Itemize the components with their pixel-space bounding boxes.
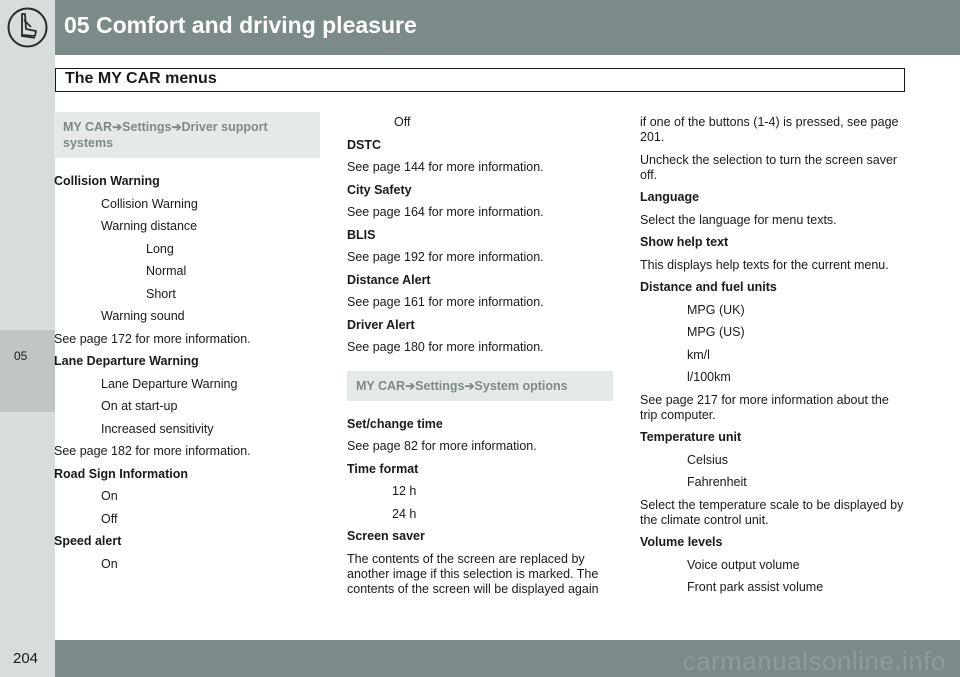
column-3: [640, 115, 906, 603]
heading: Language: [640, 190, 700, 204]
heading: Set/change time: [347, 416, 443, 431]
menu-option: MPG (US): [687, 325, 745, 339]
column-2: [347, 115, 613, 604]
right-arrow-icon: ➔: [405, 378, 416, 393]
page-reference: See page 82 for more information.: [347, 439, 537, 453]
heading: Time format: [347, 461, 419, 476]
section-title: The MY CAR menus: [65, 70, 217, 87]
heading: Driver Alert: [347, 317, 415, 332]
paragraph: This displays help texts for the current menu.: [640, 257, 889, 272]
menu-option: Warning distance: [101, 219, 198, 233]
menu-option: Off: [394, 115, 411, 129]
heading: Distance and fuel units: [640, 280, 777, 294]
menu-option: 24 h: [392, 506, 417, 521]
heading: Lane Departure Warning: [54, 354, 199, 368]
heading: DSTC: [347, 137, 382, 152]
menu-path-box: [54, 112, 320, 158]
section-title-bar: [55, 68, 905, 92]
sub-option: Short: [146, 286, 176, 301]
paragraph: The contents of the screen are replaced by another image if this selection is marked. The contents of the screen will be displayed again: [347, 551, 599, 596]
menu-option: Collision Warning: [101, 196, 198, 211]
menu-option: l/100km: [687, 370, 731, 384]
page-reference: See page 217 for more information about the trip computer.: [640, 392, 889, 422]
page-reference: See page 192 for more information.: [347, 250, 544, 264]
page-number: 204: [13, 650, 39, 667]
paragraph: Uncheck the selection to turn the screen saver off.: [640, 152, 898, 182]
side-tab-label: 05: [14, 349, 28, 363]
menu-option: Celsius: [687, 452, 728, 467]
paragraph: if one of the buttons (1-4) is pressed, see page 201.: [640, 115, 899, 144]
watermark: carmanualsonline.info: [682, 646, 946, 676]
menu-option: On: [101, 489, 118, 503]
menu-path-part: Settings: [415, 378, 465, 393]
page-reference: See page 180 for more information.: [347, 340, 544, 354]
menu-option: Voice output volume: [687, 557, 800, 572]
chapter-title: 05 Comfort and driving pleasure: [64, 12, 417, 38]
menu-option: Warning sound: [101, 309, 185, 323]
menu-path-box: [347, 371, 613, 401]
menu-option: 12 h: [392, 484, 417, 498]
heading: Distance Alert: [347, 272, 431, 287]
menu-option: Off: [101, 511, 118, 526]
right-arrow-icon: ➔: [112, 120, 123, 134]
page-reference: See page 164 for more information.: [347, 205, 544, 219]
menu-path-part: Driver support systems: [63, 120, 268, 150]
right-arrow-icon: ➔: [171, 120, 182, 134]
heading: Screen saver: [347, 529, 425, 543]
menu-path-part: Settings: [122, 120, 172, 134]
heading: Road Sign Information: [54, 466, 189, 481]
heading: BLIS: [347, 227, 376, 242]
column-1: [54, 112, 320, 579]
menu-option: MPG (UK): [687, 302, 745, 317]
heading: Volume levels: [640, 535, 723, 549]
menu-option: Fahrenheit: [687, 475, 747, 489]
sub-option: Long: [146, 241, 174, 256]
sub-option: Normal: [146, 264, 187, 278]
menu-option: Front park assist volume: [687, 580, 824, 594]
heading: Show help text: [640, 235, 729, 249]
heading: Temperature unit: [640, 430, 742, 444]
menu-option: Increased sensitivity: [101, 421, 214, 436]
chapter-icon-box: [0, 0, 55, 55]
menu-option: On: [101, 556, 118, 571]
menu-option: Lane Departure Warning: [101, 376, 238, 391]
page-reference: See page 172 for more information.: [54, 331, 251, 346]
paragraph: Select the temperature scale to be displayed by the climate control unit.: [640, 497, 904, 527]
menu-path-part: System options: [474, 378, 568, 393]
page-reference: See page 144 for more information.: [347, 160, 544, 174]
side-tab-active: [0, 330, 55, 412]
page-reference: See page 182 for more information.: [54, 444, 251, 458]
paragraph: Select the language for menu texts.: [640, 212, 837, 227]
menu-path-part: MY CAR: [356, 378, 406, 393]
menu-path-part: MY CAR: [63, 120, 113, 134]
heading: Speed alert: [54, 534, 122, 548]
menu-option: On at start-up: [101, 399, 178, 413]
page-reference: See page 161 for more information.: [347, 295, 544, 309]
heading: Collision Warning: [54, 174, 160, 188]
right-arrow-icon: ➔: [464, 378, 475, 393]
heading: City Safety: [347, 182, 412, 197]
menu-option: km/l: [687, 347, 710, 362]
car-seat-icon: [0, 0, 55, 55]
